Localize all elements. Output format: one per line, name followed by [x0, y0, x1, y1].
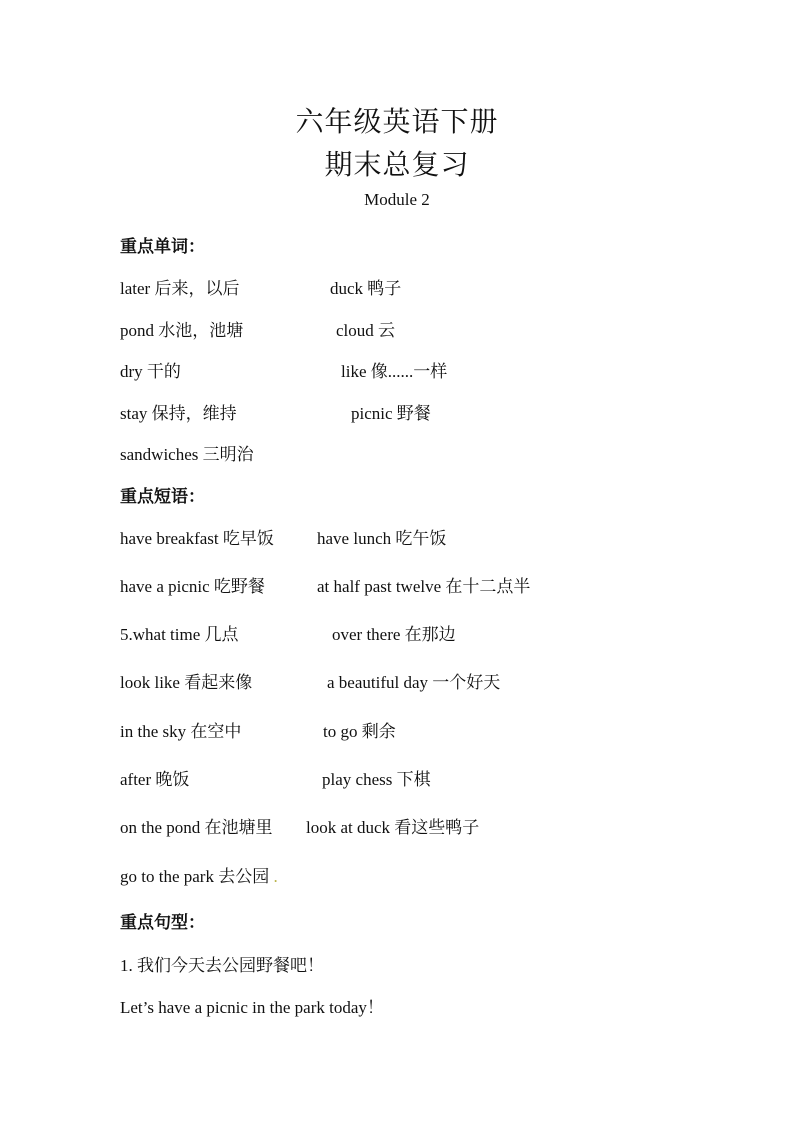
- word-item: stay 保持，维持: [120, 404, 237, 423]
- phrase-item: have breakfast 吃早饭: [120, 529, 274, 548]
- phrase-item: at half past twelve 在十二点半: [317, 577, 531, 596]
- word-item: dry 干的: [120, 362, 181, 381]
- phrase-item: have lunch 吃午饭: [317, 529, 447, 548]
- word-item: sandwiches 三明治: [120, 445, 254, 464]
- sentence-english: Let’s have a picnic in the park today！: [120, 998, 384, 1017]
- sentence-chinese: 1. 我们今天去公园野餐吧！: [120, 956, 324, 975]
- phrase-item: look at duck 看这些鸭子: [306, 818, 480, 837]
- word-item: later 后来，以后: [120, 279, 240, 298]
- key-phrases-heading: 重点短语：: [120, 487, 205, 507]
- word-item: pond 水池，池塘: [120, 321, 244, 340]
- trailing-dot: .: [273, 867, 278, 886]
- phrase-item: play chess 下棋: [322, 770, 431, 789]
- phrase-item: to go 剩余: [323, 722, 396, 741]
- phrase-item: in the sky 在空中: [120, 722, 242, 741]
- phrase-item: after 晚饭: [120, 770, 190, 789]
- phrase-text: go to the park 去公园: [120, 867, 270, 886]
- phrase-item: over there 在那边: [332, 625, 456, 644]
- word-item: like 像......一样: [341, 362, 448, 381]
- phrase-item: [120, 862, 278, 887]
- phrase-item: a beautiful day 一个好天: [327, 673, 501, 692]
- phrase-item: look like 看起来像: [120, 673, 253, 692]
- word-item: picnic 野餐: [351, 404, 431, 423]
- key-sentences-heading: 重点句型：: [120, 913, 205, 933]
- document-title: 六年级英语下册: [295, 107, 499, 138]
- key-words-heading: 重点单词：: [120, 237, 205, 257]
- module-heading: Module 2: [364, 190, 430, 209]
- word-item: duck 鸭子: [330, 279, 402, 298]
- word-item: cloud 云: [336, 321, 396, 340]
- phrase-item: 5.what time 几点: [120, 625, 239, 644]
- document-subtitle: 期末总复习: [324, 150, 470, 181]
- phrase-item: on the pond 在池塘里: [120, 818, 273, 837]
- phrase-item: have a picnic 吃野餐: [120, 577, 265, 596]
